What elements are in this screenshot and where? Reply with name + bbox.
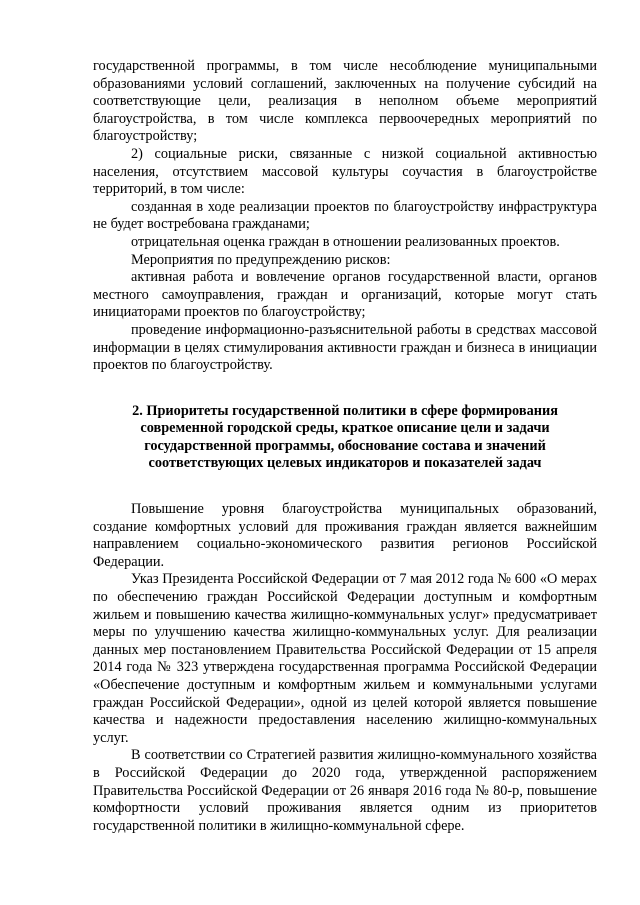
document-body xyxy=(93,58,597,835)
paragraph-social-risks: 2) социальные риски, связанные с низкой социальной активностью населения, отсутствием массовой культуры соучастия в благоустройстве территорий, в том числе: xyxy=(93,145,597,198)
section-heading: 2. Приоритеты государственной политики в сфере формирования современной городской среды, краткое описание цели и задачи государственной программы, обоснование состава и значений соответствующих целевых индикаторов и показателей задач xyxy=(132,402,558,472)
paragraph-prevention-measures: Мероприятия по предупреждению рисков: xyxy=(131,251,391,268)
paragraph-active-work: активная работа и вовлечение органов государственной власти, органов местного самоуправления, граждан и организаций, которые могут стать инициаторами проектов по благоустройству; xyxy=(93,269,597,321)
paragraph-negative-assessment: отрицательная оценка граждан в отношении реализованных проектов. xyxy=(131,233,560,250)
paragraph-infrastructure-risk: созданная в ходе реализации проектов по благоустройству инфраструктура не будет востребована гражданами; xyxy=(93,198,597,233)
paragraph-presidential-decree: Указ Президента Российской Федерации от 7 мая 2012 года № 600 «О мерах по обеспечению граждан Российской Федерации доступным и комфортным жильем и повышению качества жилищно-коммунальных услуг» предусматривает меры по улучшению качества жилищно-коммунальных услуг. Для реализации данных мер постановлением Правительства Российской Федерации от 15 апреля 2014 года № 323 утверждена государственная программа Российской Федерации «Обеспечение доступным и комфортным жильем и коммунальными услугами граждан Российской Федерации», одной из целей которой является повышение качества и надежности предоставления населению жилищно-коммунальных услуг. xyxy=(93,571,597,746)
paragraph-risk-continuation: государственной программы, в том числе несоблюдение муниципальными образованиями условий соглашений, заключенных на получение субсидий на соответствующие цели, реализация в неполном объеме мероприятий благоустройства, в том числе комплекса первоочередных мероприятий по благоустройству; xyxy=(93,58,597,145)
paragraph-improvement-level: Повышение уровня благоустройства муниципальных образований, создание комфортных условий для проживания граждан является важнейшим направлением социально-экономического развития регионов Российской Федерации. xyxy=(93,501,597,570)
paragraph-housing-strategy: В соответствии со Стратегией развития жилищно-коммунального хозяйства в Российской Федерации до 2020 года, утвержденной распоряжением Правительства Российской Федерации от 26 января 2016 года № 80-р, повышение комфортности условий проживания является одним из приоритетов государственной политики в жилищно-коммунальной сфере. xyxy=(93,747,597,834)
paragraph-information-work: проведение информационно-разъяснительной работы в средствах массовой информации в целях стимулирования активности граждан и бизнеса в инициации проектов по благоустройству. xyxy=(93,321,597,374)
